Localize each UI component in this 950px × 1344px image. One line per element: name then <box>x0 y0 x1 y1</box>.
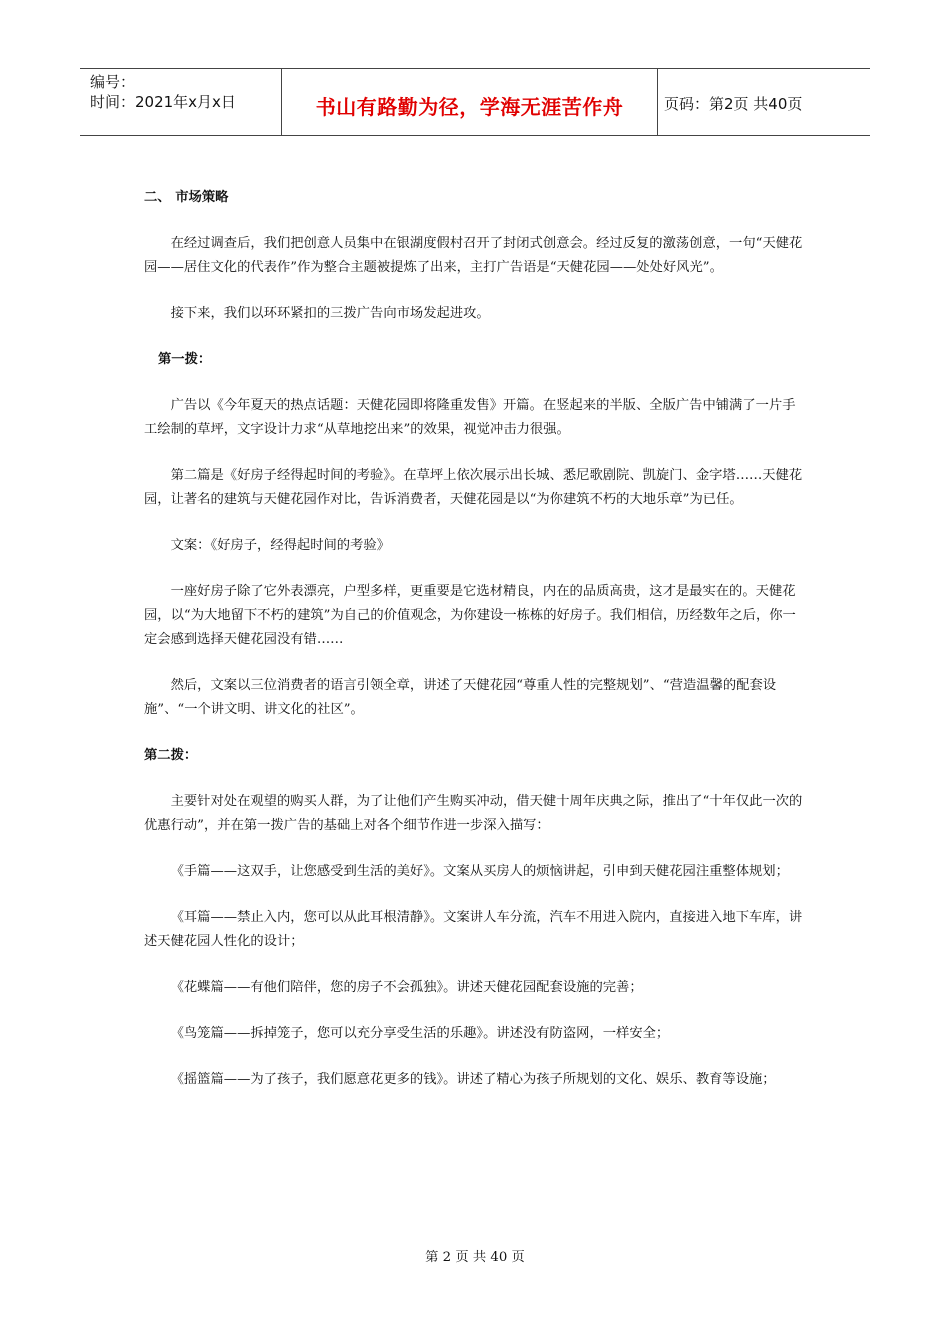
document-number-label: 编号： <box>90 73 136 91</box>
document-date-label: 时间：2021年x月x日 <box>90 93 236 111</box>
paragraph: 然后，文案以三位消费者的语言引领全章，讲述了天健花园“尊重人性的完整规划”、“营造温馨的配套设施”、“一个讲文明、讲文化的社区”。 <box>144 678 777 717</box>
wave1-title: 第一拨： <box>158 352 212 367</box>
paragraph: 《手篇——这双手，让您感受到生活的美好》。文案从买房人的烦恼讲起，引申到天健花园注重整体规划； <box>170 864 789 879</box>
paragraph: 《耳篇——禁止入内，您可以从此耳根清静》。文案讲人车分流，汽车不用进入院内，直接进入地下车库，讲述天健花园人性化的设计； <box>144 910 803 949</box>
paragraph: 《鸟笼篇——拆掉笼子，您可以充分享受生活的乐趣》。讲述没有防盗网，一样安全； <box>170 1026 670 1041</box>
header-meta <box>80 69 282 135</box>
document-body <box>144 186 806 1114</box>
header-page-label: 页码：第2页 共40页 <box>664 95 803 113</box>
paragraph: 《摇篮篇——为了孩子，我们愿意花更多的钱》。讲述了精心为孩子所规划的文化、娱乐、教育等设施； <box>170 1072 776 1087</box>
header-motto: 书山有路勤为径，学海无涯苦作舟 <box>315 95 624 119</box>
paragraph: 第二篇是《好房子经得起时间的考验》。在草坪上依次展示出长城、悉尼歌剧院、凯旋门、金字塔……天健花园，让著名的建筑与天健花园作对比，告诉消费者，天健花园是以“为你建筑不朽的大地乐章”为已任。 <box>144 468 803 507</box>
wave2-title: 第二拨： <box>144 748 198 763</box>
header-motto-cell <box>282 69 658 135</box>
paragraph: 接下来，我们以环环紧扣的三拨广告向市场发起进攻。 <box>170 306 490 321</box>
header-page-cell <box>658 69 870 135</box>
page-footer: 第 2 页 共 40 页 <box>425 1250 525 1265</box>
paragraph: 《花蝶篇——有他们陪伴，您的房子不会孤独》。讲述天健花园配套设施的完善； <box>170 980 643 995</box>
paragraph: 广告以《今年夏天的热点话题：天健花园即将隆重发售》开篇。在竖起来的半版、全版广告中铺满了一片手工绘制的草坪，文字设计力求“从草地挖出来”的效果，视觉冲击力很强。 <box>144 398 796 437</box>
paragraph: 主要针对处在观望的购买人群，为了让他们产生购买冲动，借天健十周年庆典之际，推出了“十年仅此一次的优惠行动”，并在第一拨广告的基础上对各个细节作进一步深入描写： <box>144 794 803 833</box>
paragraph: 文案：《好房子，经得起时间的考验》 <box>170 538 390 553</box>
paragraph: 在经过调查后，我们把创意人员集中在银湖度假村召开了封闭式创意会。经过反复的激荡创意，一句“天健花园——居住文化的代表作”作为整合主题被提炼了出来，主打广告语是“天健花园——处处好风光”。 <box>144 236 803 275</box>
section-title: 二、 市场策略 <box>144 190 229 205</box>
page-header <box>80 68 870 136</box>
paragraph: 一座好房子除了它外表漂亮，户型多样，更重要是它选材精良，内在的品质高贵，这才是最实在的。天健花园，以“为大地留下不朽的建筑”为自己的价值观念，为你建设一栋栋的好房子。我们相信，历经数年之后，你一定会感到选择天健花园没有错…… <box>144 584 796 647</box>
